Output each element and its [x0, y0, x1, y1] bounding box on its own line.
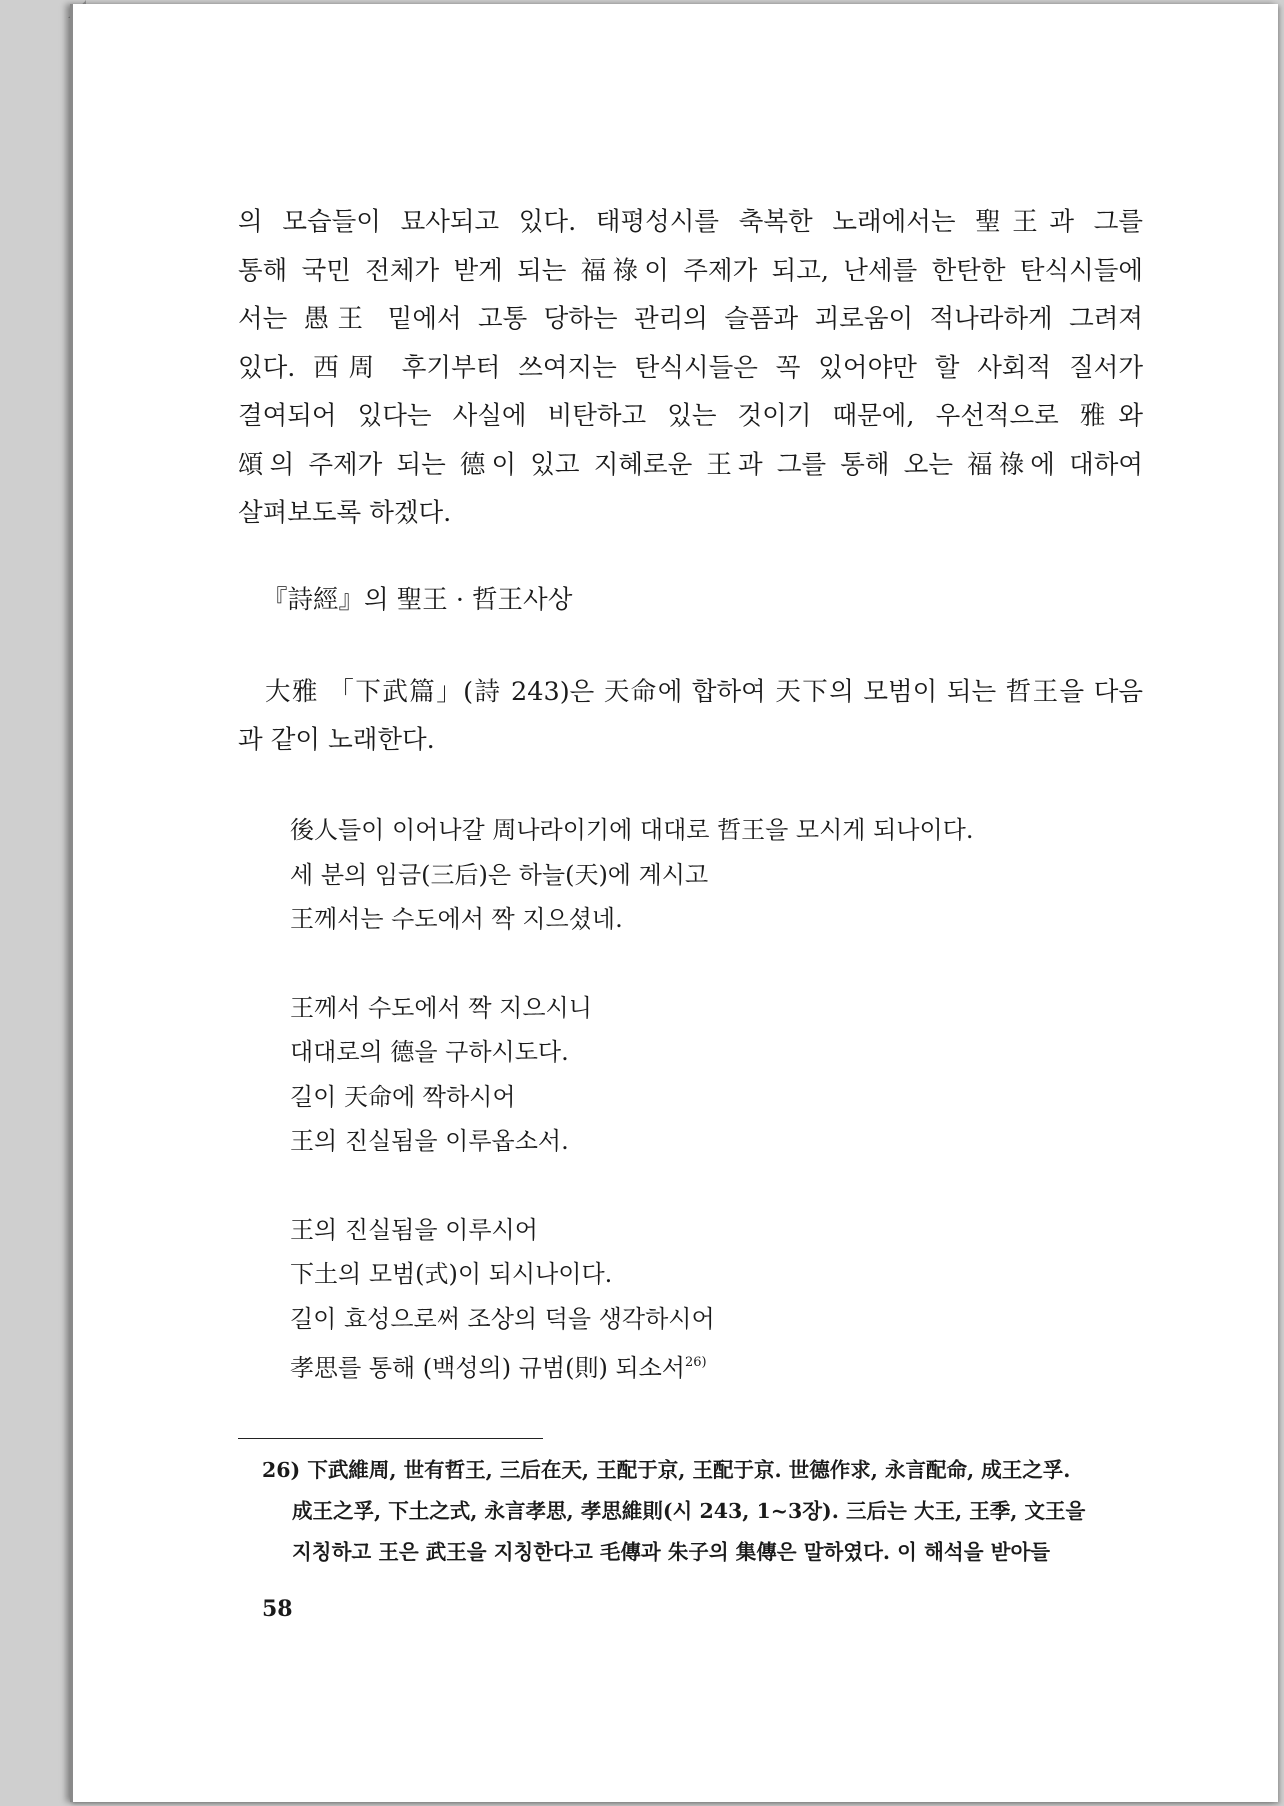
poem-verse: 王께서는 수도에서 짝 지으셨네. — [290, 905, 623, 933]
poem-verse-text: 孝思를 통해 (백성의) 규범(則) 되소서 — [290, 1354, 685, 1382]
footnote-divider — [238, 1438, 543, 1439]
poem-verse: 세 분의 임금(三后)은 하늘(天)에 계시고 — [290, 860, 709, 889]
body-line: 서는 愚王 밑에서 고통 당하는 관리의 슬픔과 괴로움이 적나라하게 그려져 — [238, 304, 1143, 334]
body-paragraph-text — [238, 198, 1143, 538]
footnote-line: 지칭하고 王은 武王을 지칭한다고 毛傳과 朱子의 集傳은 말하였다. 이 해석을 받아들 — [292, 1540, 1051, 1564]
footnote-reference[interactable]: 26) — [685, 1355, 707, 1370]
footnote-line — [262, 1450, 1142, 1491]
poem-verse: 王의 진실됨을 이루옵소서. — [290, 1127, 569, 1155]
intro-line: 大雅 「下武篇」(詩 243)은 天命에 합하여 天下의 모범이 되는 哲王을 다음 — [265, 677, 1143, 707]
poem-verse: 王께서 수도에서 짝 지으시니 — [290, 993, 592, 1022]
body-line: 의 모습들이 묘사되고 있다. 태평성시를 축복한 노래에서는 聖王과 그를 — [238, 207, 1143, 237]
poem-stanza — [290, 986, 973, 1164]
intro-paragraph — [238, 668, 1143, 764]
poem-verse: 下土의 모범(式)이 되시나이다. — [290, 1260, 613, 1288]
poem-quotation — [290, 808, 973, 1435]
body-line: 있다. 西周 후기부터 쓰여지는 탄식시들은 꼭 있어야만 할 사회적 질서가 — [238, 352, 1143, 383]
poem-verse: 길이 天命에 짝하시어 — [290, 1082, 516, 1111]
poem-stanza — [290, 1208, 973, 1391]
section-heading: 『詩經』의 聖王 · 哲王사상 — [262, 585, 573, 615]
body-line: 결여되어 있다는 사실에 비탄하고 있는 것이기 때문에, 우선적으로 雅와 — [238, 401, 1143, 431]
poem-verse: 後人들이 이어나갈 周나라이기에 대대로 哲王을 모시게 되나이다. — [290, 816, 974, 844]
body-paragraph — [238, 198, 1143, 538]
page-number: 58 — [262, 1596, 293, 1622]
body-line: 통해 국민 전체가 받게 되는 福祿이 주제가 되고, 난세를 한탄한 탄식시들에 — [238, 255, 1143, 286]
footnote-number: 26) — [262, 1458, 301, 1482]
poem-verse: 王의 진실됨을 이루시어 — [290, 1215, 538, 1244]
body-line: 살펴보도록 하겠다. — [238, 498, 452, 528]
poem-verse: 길이 효성으로써 조상의 덕을 생각하시어 — [290, 1304, 715, 1333]
intro-line: 과 같이 노래한다. — [238, 725, 435, 755]
poem-verse — [290, 1341, 973, 1391]
footnote-text: 下武維周, 世有哲王, 三后在天, 王配于京, 王配于京. 世德作求, 永言配命, 成王之孚. — [307, 1458, 1071, 1482]
body-line: 頌의 주제가 되는 德이 있고 지혜로운 王과 그를 통해 오는 福祿에 대하여 — [238, 449, 1143, 480]
footnote — [262, 1450, 1142, 1573]
poem-stanza — [290, 808, 973, 942]
poem-verse: 대대로의 德을 구하시도다. — [290, 1038, 569, 1066]
footnote-line: 成王之孚, 下土之式, 永言孝思, 孝思維則(시 243, 1~3장). 三后는 大王, 王季, 文王을 — [292, 1499, 1086, 1523]
